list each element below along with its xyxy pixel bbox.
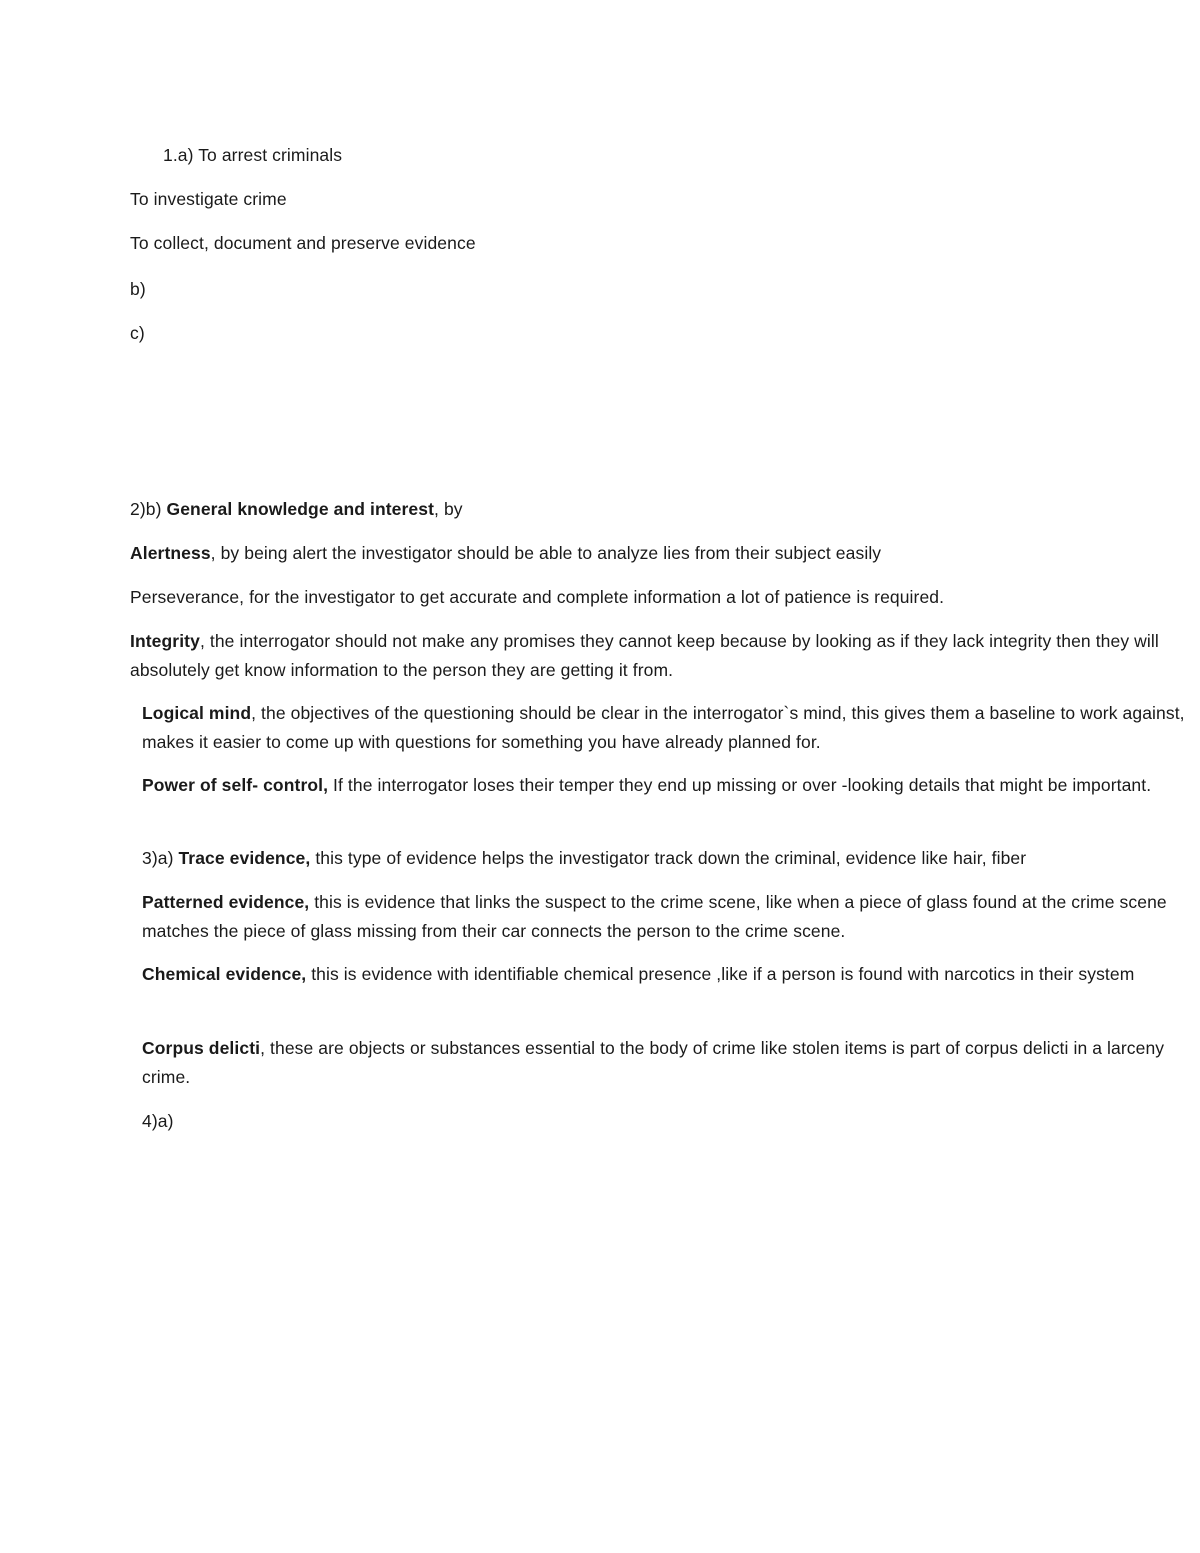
- q2-perseverance: Perseverance, for the investigator to get accurate and complete information a lot of patience is required.: [130, 587, 945, 607]
- integrity-text: , the interrogator should not make any promises they cannot keep because by looking as if they lack integrity then they will absolutely get know information to the person they are getting it from.: [130, 631, 1159, 680]
- q2-heading-rest: , by: [434, 499, 463, 519]
- logical-mind-text: , the objectives of the questioning should be clear in the interrogator`s mind, this gives them a baseline to work against, makes it easier to come up with questions for something you have already planned for.: [142, 703, 1185, 752]
- corpus-delicti-text: , these are objects or substances essential to the body of crime like stolen items is part of corpus delicti in a larceny crime.: [142, 1038, 1165, 1087]
- trace-evidence-term: Trace evidence,: [178, 848, 311, 868]
- q1-a-line2: To investigate crime: [130, 189, 287, 209]
- q3-chemical-evidence: [142, 960, 1187, 989]
- q3-trace-evidence: [142, 844, 1026, 873]
- self-control-text: If the interrogator loses their temper they end up missing or over -looking details that might be important.: [328, 775, 1152, 795]
- alertness-term: Alertness: [130, 543, 211, 563]
- q1-b-label: b): [130, 279, 146, 299]
- q2-self-control: [142, 771, 1187, 800]
- chemical-evidence-term: Chemical evidence,: [142, 964, 307, 984]
- q2-integrity: [130, 627, 1170, 685]
- chemical-evidence-text: this is evidence with identifiable chemical presence ,like if a person is found with narcotics in their system: [306, 964, 1135, 984]
- patterned-evidence-text: this is evidence that links the suspect to the crime scene, like when a piece of glass found at the crime scene matches the piece of glass missing from their car connects the person to the crime scene.: [142, 892, 1167, 941]
- q2-alertness: [130, 539, 881, 568]
- trace-evidence-text: this type of evidence helps the investigator track down the criminal, evidence like hair, fiber: [310, 848, 1027, 868]
- patterned-evidence-term: Patterned evidence,: [142, 892, 310, 912]
- q4-a-label: 4)a): [142, 1111, 174, 1131]
- q2-heading-bold: General knowledge and interest: [166, 499, 435, 519]
- q2-heading-prefix: 2)b): [130, 499, 167, 519]
- q1-a-line1: 1.a) To arrest criminals: [163, 145, 343, 165]
- self-control-term: Power of self- control,: [142, 775, 329, 795]
- integrity-term: Integrity: [130, 631, 200, 651]
- q1-a-line3: To collect, document and preserve evidence: [130, 233, 476, 253]
- q2-heading: [130, 495, 463, 524]
- logical-mind-term: Logical mind: [142, 703, 252, 723]
- q1-c-label: c): [130, 323, 145, 343]
- q3-prefix: 3)a): [142, 848, 179, 868]
- alertness-text: , by being alert the investigator should be able to analyze lies from their subject easily: [210, 543, 882, 563]
- q3-corpus-delicti: [142, 1034, 1187, 1092]
- q2-logical-mind: [142, 699, 1187, 757]
- corpus-delicti-term: Corpus delicti: [142, 1038, 261, 1058]
- q3-patterned-evidence: [142, 888, 1187, 946]
